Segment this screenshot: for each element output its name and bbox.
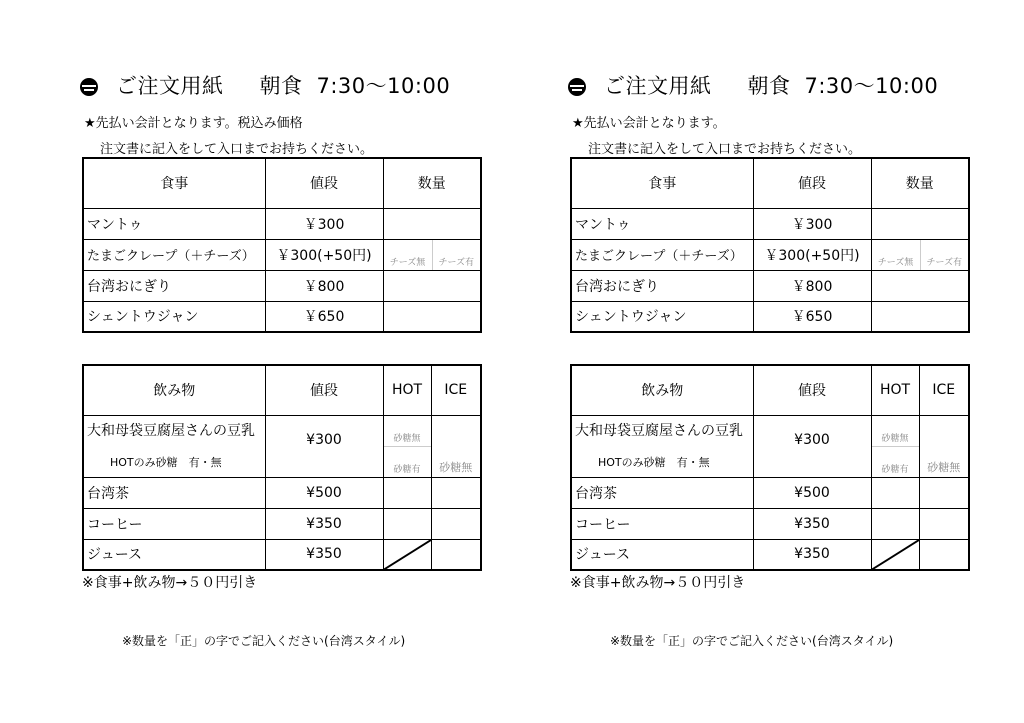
hot-qty-cell[interactable]	[383, 477, 431, 508]
hot-col-header: HOT	[383, 365, 431, 415]
qty-col-header: 数量	[383, 158, 481, 208]
price-col-header: 値段	[265, 365, 383, 415]
table-row	[571, 508, 969, 539]
brand-logo-icon	[80, 78, 98, 96]
submit-note: 注文書に記入をして入口までお持ちください。	[100, 142, 374, 157]
table-row	[83, 415, 481, 477]
ice-qty-cell[interactable]	[919, 508, 969, 539]
no-sugar-label: 砂糖無	[881, 433, 909, 444]
item-price: ￥300(+50円)	[265, 239, 383, 270]
item-price: ¥350	[753, 539, 871, 570]
table-row	[571, 270, 969, 301]
qty-cell-no-cheese[interactable]	[872, 240, 921, 270]
item-price: ¥350	[265, 508, 383, 539]
item-name: ジュース	[83, 539, 265, 570]
item-name: コーヒー	[83, 508, 265, 539]
drink-header-row	[571, 365, 969, 415]
table-row	[571, 415, 969, 477]
qty-cell[interactable]	[383, 208, 481, 239]
food-header-row	[83, 158, 481, 208]
sugar-option: HOTのみ砂糖 有・無	[110, 455, 222, 469]
hot-qty-cell[interactable]	[871, 508, 919, 539]
qty-cell[interactable]	[871, 301, 969, 332]
qty-cell[interactable]	[383, 301, 481, 332]
item-price: ¥350	[265, 539, 383, 570]
item-price: ￥300	[753, 208, 871, 239]
drink-col-header: 飲み物	[83, 365, 265, 415]
with-cheese-label: チーズ有	[926, 257, 963, 268]
food-header-row	[571, 158, 969, 208]
table-row	[83, 239, 481, 270]
hot-with-sugar-cell[interactable]	[384, 447, 431, 477]
table-row	[83, 208, 481, 239]
no-sugar-label: 砂糖無	[393, 433, 421, 444]
food-col-header: 食事	[571, 158, 753, 208]
with-sugar-label: 砂糖有	[881, 464, 909, 475]
item-price: ¥500	[753, 477, 871, 508]
hot-unavailable-cell	[871, 539, 919, 570]
hours-label: 7:30〜10:00	[804, 74, 939, 98]
table-row	[83, 270, 481, 301]
no-cheese-label: チーズ無	[389, 257, 426, 268]
price-col-header: 値段	[753, 365, 871, 415]
soy-milk-name-cell	[571, 415, 753, 477]
hot-qty-cell[interactable]	[871, 477, 919, 508]
food-col-header: 食事	[83, 158, 265, 208]
drink-header-row	[83, 365, 481, 415]
item-price: ¥300	[753, 415, 871, 477]
drink-col-header: 飲み物	[571, 365, 753, 415]
hot-col-header: HOT	[871, 365, 919, 415]
table-row	[83, 539, 481, 570]
item-price: ￥650	[753, 301, 871, 332]
qty-cell-with-cheese[interactable]	[433, 240, 481, 270]
hot-with-sugar-cell[interactable]	[872, 447, 919, 477]
form-title	[116, 70, 450, 100]
item-price: ￥800	[265, 270, 383, 301]
title-text: ご注文用紙	[116, 74, 224, 98]
meal-label: 朝食	[259, 74, 303, 98]
item-name: マントゥ	[571, 208, 753, 239]
ice-col-header: ICE	[431, 365, 481, 415]
table-row	[571, 239, 969, 270]
ice-qty-cell[interactable]	[431, 508, 481, 539]
ice-qty-cell[interactable]	[919, 477, 969, 508]
item-name: マントゥ	[83, 208, 265, 239]
table-row	[83, 301, 481, 332]
table-row	[571, 208, 969, 239]
ice-no-sugar-label: 砂糖無	[439, 460, 473, 474]
ice-qty-cell[interactable]	[431, 477, 481, 508]
item-price: ￥800	[753, 270, 871, 301]
drink-table	[82, 364, 482, 571]
hot-cell-split	[871, 415, 919, 477]
prepay-note: ★先払い会計となります。	[572, 116, 726, 131]
item-name: たまごクレープ（＋チーズ）	[83, 239, 265, 270]
with-cheese-label: チーズ有	[438, 257, 475, 268]
no-cheese-label: チーズ無	[877, 257, 914, 268]
item-price: ￥650	[265, 301, 383, 332]
qty-col-header: 数量	[871, 158, 969, 208]
ice-no-sugar-label: 砂糖無	[927, 460, 961, 474]
ice-cell[interactable]	[431, 415, 481, 477]
table-row	[571, 539, 969, 570]
hot-unavailable-cell	[383, 539, 431, 570]
submit-note: 注文書に記入をして入口までお持ちください。	[588, 142, 862, 157]
ice-col-header: ICE	[919, 365, 969, 415]
tally-note: ※数量を「正」の字でご記入ください(台湾スタイル)	[610, 634, 894, 648]
qty-cell[interactable]	[871, 270, 969, 301]
drink-table	[570, 364, 970, 571]
qty-cell-no-cheese[interactable]	[384, 240, 433, 270]
qty-cell-split	[871, 239, 969, 270]
item-name: シェントウジャン	[571, 301, 753, 332]
hours-label: 7:30〜10:00	[316, 74, 451, 98]
item-price: ¥300	[265, 415, 383, 477]
price-col-header: 値段	[753, 158, 871, 208]
qty-cell-split	[383, 239, 481, 270]
food-table	[570, 157, 970, 333]
form-title	[604, 70, 938, 100]
hot-no-sugar-cell[interactable]	[384, 416, 431, 447]
item-price: ¥350	[753, 508, 871, 539]
sugar-option: HOTのみ砂糖 有・無	[598, 455, 710, 469]
prepay-note: ★先払い会計となります。税込み価格	[84, 116, 303, 131]
item-name: たまごクレープ（＋チーズ）	[571, 239, 753, 270]
table-row	[83, 508, 481, 539]
discount-note: ※食事+飲み物→５０円引き	[570, 575, 746, 591]
item-name: 大和母袋豆腐屋さんの豆乳	[87, 422, 255, 439]
item-price: ¥500	[265, 477, 383, 508]
item-name: 台湾おにぎり	[83, 270, 265, 301]
qty-cell[interactable]	[871, 208, 969, 239]
hot-qty-cell[interactable]	[383, 508, 431, 539]
item-name: 台湾茶	[83, 477, 265, 508]
order-form-right	[488, 0, 1000, 723]
item-price: ￥300(+50円)	[753, 239, 871, 270]
price-col-header: 値段	[265, 158, 383, 208]
strike-diagonal-icon	[384, 540, 431, 570]
table-row	[571, 301, 969, 332]
item-name: コーヒー	[571, 508, 753, 539]
table-row	[571, 477, 969, 508]
tally-note: ※数量を「正」の字でご記入ください(台湾スタイル)	[122, 634, 406, 648]
brand-logo-icon	[568, 78, 586, 96]
with-sugar-label: 砂糖有	[393, 464, 421, 475]
food-table	[82, 157, 482, 333]
ice-qty-cell[interactable]	[919, 539, 969, 570]
hot-no-sugar-cell[interactable]	[872, 416, 919, 447]
ice-qty-cell[interactable]	[431, 539, 481, 570]
item-name: 台湾茶	[571, 477, 753, 508]
discount-note: ※食事+飲み物→５０円引き	[82, 575, 258, 591]
qty-cell[interactable]	[383, 270, 481, 301]
item-price: ￥300	[265, 208, 383, 239]
meal-label: 朝食	[747, 74, 791, 98]
table-row	[83, 477, 481, 508]
ice-cell[interactable]	[919, 415, 969, 477]
item-name: ジュース	[571, 539, 753, 570]
item-name: 台湾おにぎり	[571, 270, 753, 301]
item-name: 大和母袋豆腐屋さんの豆乳	[575, 422, 743, 439]
qty-cell-with-cheese[interactable]	[921, 240, 969, 270]
soy-milk-name-cell	[83, 415, 265, 477]
item-name: シェントウジャン	[83, 301, 265, 332]
title-text: ご注文用紙	[604, 74, 712, 98]
hot-cell-split	[383, 415, 431, 477]
strike-diagonal-icon	[872, 540, 919, 570]
